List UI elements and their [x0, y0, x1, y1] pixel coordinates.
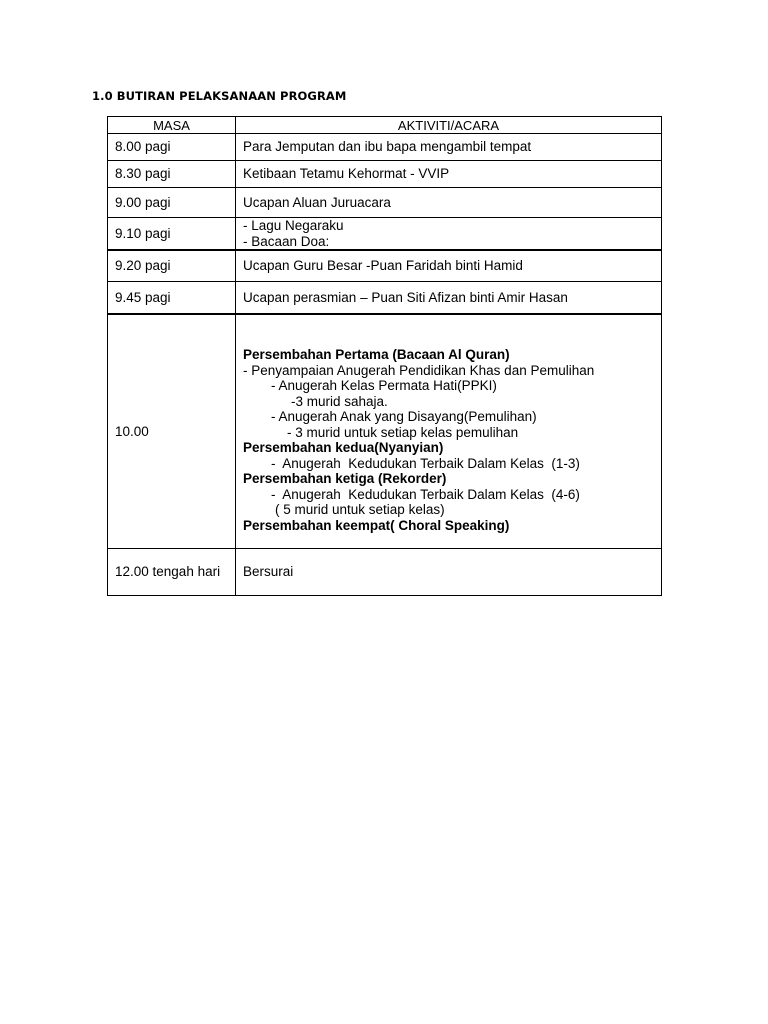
program-schedule-table: [107, 116, 662, 596]
activity-cell: [236, 314, 662, 549]
activity-line: ( 5 murid untuk setiap kelas): [275, 502, 445, 517]
time-cell: 9.20 pagi: [108, 250, 236, 282]
table-row: [108, 188, 662, 218]
activity-line: - Bacaan Doa:: [243, 233, 330, 249]
time-cell: 10.00: [108, 314, 236, 549]
activity-line: Para Jemputan dan ibu bapa mengambil tempat: [243, 139, 532, 155]
activity-cell: [236, 218, 662, 251]
activity-line: Ketibaan Tetamu Kehormat - VVIP: [243, 166, 450, 182]
time-cell: 8.00 pagi: [108, 134, 236, 161]
table-row: [108, 282, 662, 315]
activity-line: -3 murid sahaja.: [291, 393, 388, 409]
activity-line: Ucapan Guru Besar -Puan Faridah binti Hamid: [243, 258, 523, 274]
activity-cell: [236, 282, 662, 315]
activity-cell: [236, 549, 662, 596]
time-cell: 9.00 pagi: [108, 188, 236, 218]
activity-line: - Lagu Negaraku: [243, 218, 344, 233]
activity-line: - Anugerah Kedudukan Terbaik Dalam Kelas (4-6): [271, 486, 580, 502]
time-cell: 12.00 tengah hari: [108, 549, 236, 596]
activity-line: - Anugerah Kelas Permata Hati(PPKI): [271, 378, 497, 393]
activity-cell: [236, 161, 662, 188]
activity-line: Persembahan Pertama (Bacaan Al Quran): [243, 347, 510, 362]
activity-line: Ucapan Aluan Juruacara: [243, 194, 391, 210]
activity-cell: [236, 188, 662, 218]
activity-line: - Anugerah Kedudukan Terbaik Dalam Kelas (1-3): [271, 455, 580, 471]
table-row: [108, 161, 662, 188]
table-row: [108, 134, 662, 161]
activity-cell: [236, 134, 662, 161]
time-cell: 9.10 pagi: [108, 218, 236, 251]
activity-line: - Penyampaian Anugerah Pendidikan Khas dan Pemulihan: [243, 362, 595, 378]
table-row: [108, 218, 662, 251]
table-row: [108, 250, 662, 282]
time-cell: 9.45 pagi: [108, 282, 236, 315]
activity-line: - 3 murid untuk setiap kelas pemulihan: [287, 424, 519, 440]
activity-line: Persembahan kedua(Nyanyian): [243, 440, 444, 455]
activity-line: Bersurai: [243, 564, 294, 580]
table-header-row: [108, 117, 662, 134]
activity-cell: [236, 250, 662, 282]
header-aktiviti-acara: AKTIVITI/ACARA: [236, 117, 662, 134]
table-row: [108, 314, 662, 549]
activity-line: Ucapan perasmian – Puan Siti Afizan binti Amir Hasan: [243, 289, 568, 305]
document-heading: 1.0 BUTIRAN PELAKSANAAN PROGRAM: [92, 89, 347, 103]
activity-line: Persembahan keempat( Choral Speaking): [243, 517, 510, 533]
activity-line: Persembahan ketiga (Rekorder): [243, 471, 447, 486]
time-cell: 8.30 pagi: [108, 161, 236, 188]
header-masa: MASA: [108, 117, 236, 134]
activity-line: - Anugerah Anak yang Disayang(Pemulihan): [271, 409, 537, 424]
table-row: [108, 549, 662, 596]
